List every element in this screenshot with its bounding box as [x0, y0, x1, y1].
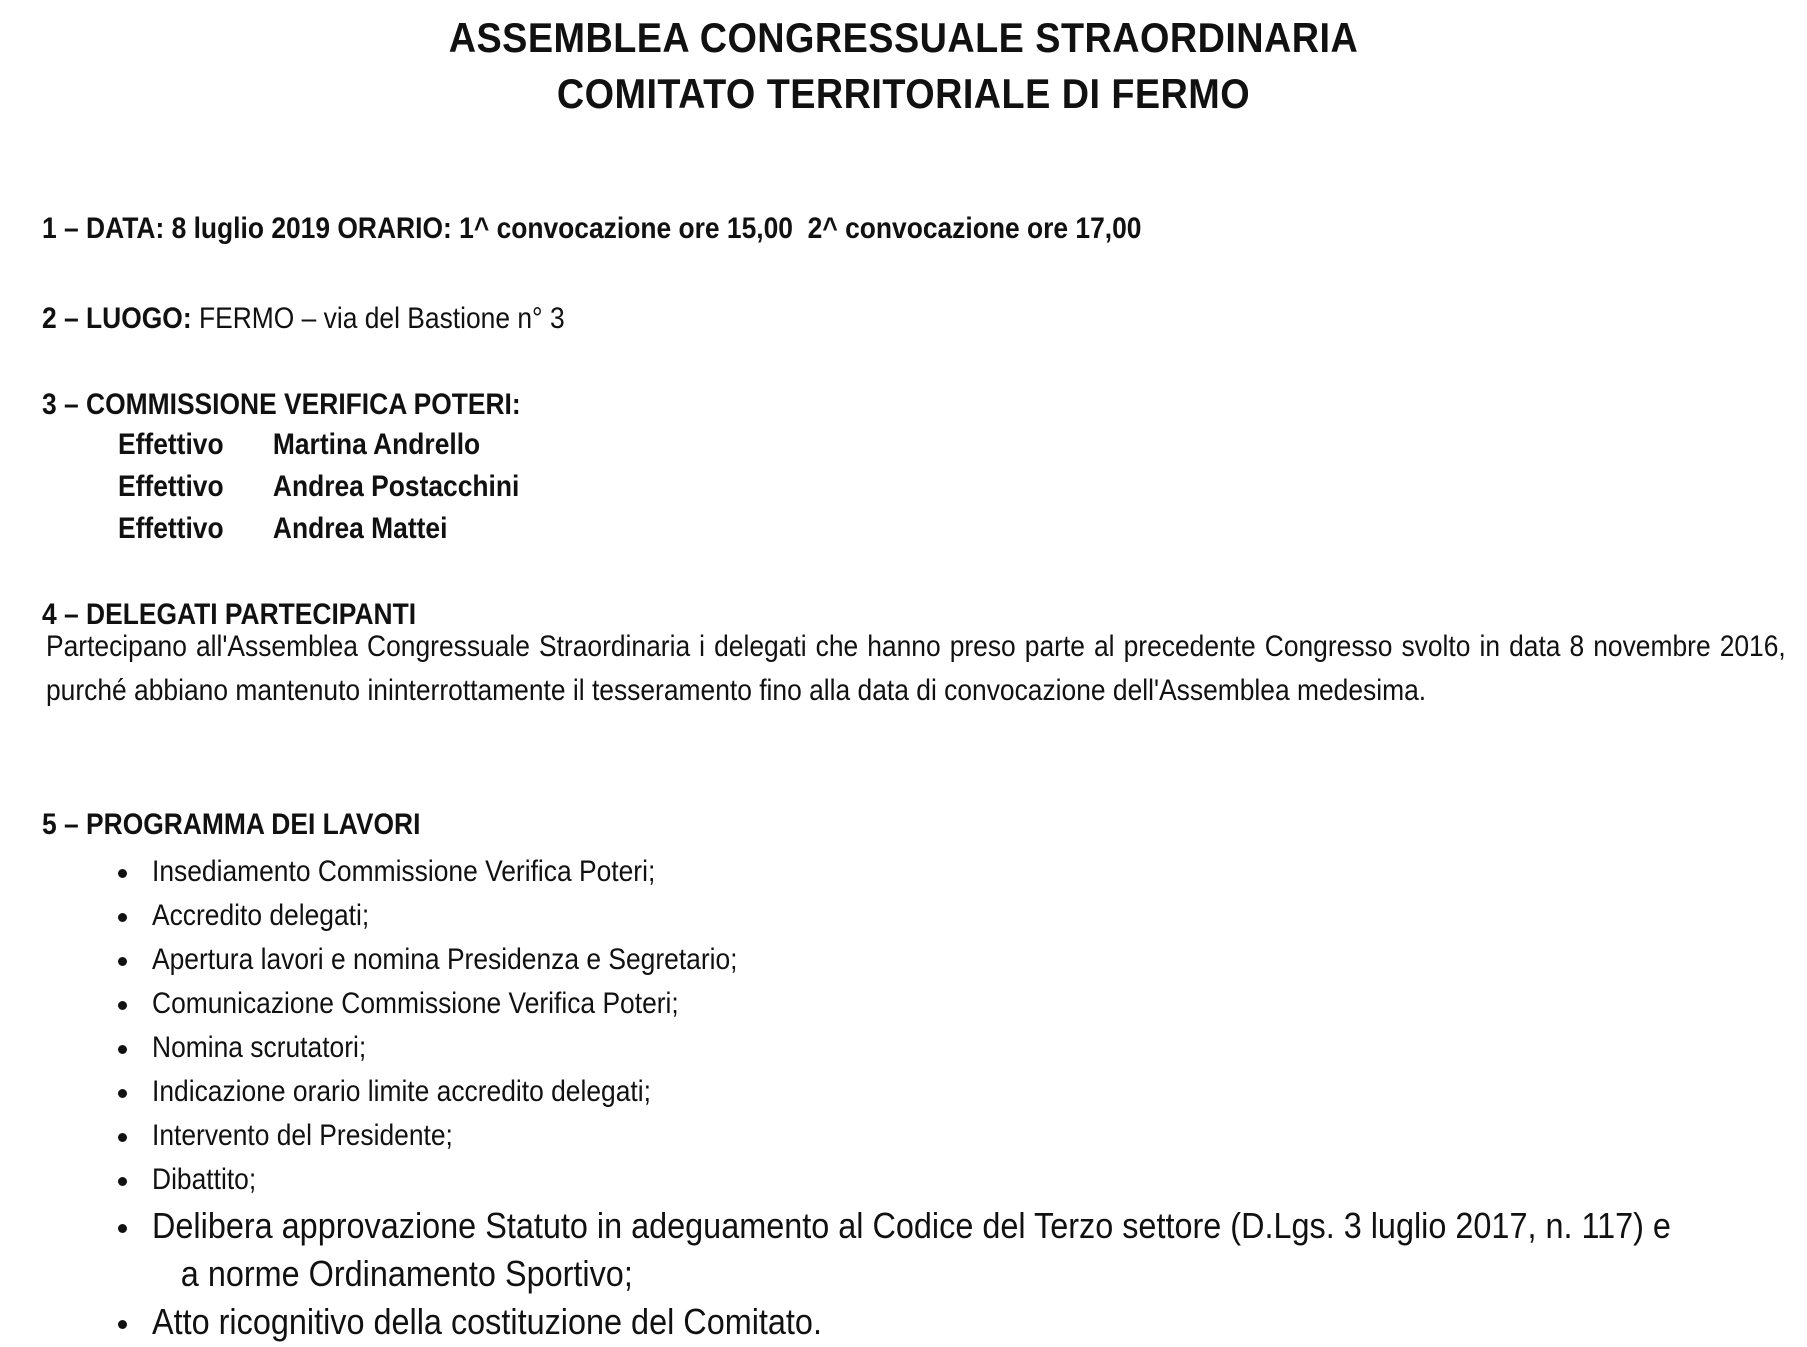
bullet-icon [118, 1177, 127, 1186]
section-place-label: 2 – LUOGO: [42, 302, 192, 335]
bullet-icon [118, 957, 127, 966]
member-name: Martina Andrello [272, 428, 481, 461]
list-item: Apertura lavori e nomina Presidenza e Segretario; [110, 938, 1790, 982]
delegates-paragraph-text: Partecipano all'Assemblea Congressuale Straordinaria i delegati che hanno preso parte al precedente Congresso svolto in data 8 novembre 2016, purché abbiano mantenuto ininterrottamente il tesseramento fino alla data di convocazione dell'Assemblea medesima. [46, 630, 1786, 707]
bullet-icon [118, 1089, 127, 1098]
bullet-icon [118, 1133, 127, 1142]
meeting-date: 8 luglio 2019 [171, 212, 331, 245]
statute-item-line1: Delibera approvazione Statuto in adeguamento al Codice del Terzo settore (D.Lgs. 3 luglio 2017, n. 117) e [152, 1205, 1671, 1246]
section-date [42, 212, 1141, 246]
second-convocation: 2^ convocazione ore 17,00 [807, 212, 1142, 245]
member-role: Effettivo [118, 428, 224, 461]
statute-item-line2: a norme Ordinamento Sportivo; [180, 1253, 633, 1294]
section-place [42, 302, 565, 336]
bullet-icon [118, 1001, 127, 1010]
commission-member [118, 512, 447, 546]
program-list [110, 850, 1790, 1346]
list-item: Accredito delegati; [110, 894, 1790, 938]
commission-member [118, 470, 519, 504]
list-item [110, 1202, 1790, 1298]
commission-member [118, 428, 480, 462]
bullet-icon [118, 1224, 127, 1233]
orario-label: ORARIO: [337, 212, 452, 245]
list-item: Nomina scrutatori; [110, 1026, 1790, 1070]
section-date-label: 1 – DATA: [42, 212, 165, 245]
member-role: Effettivo [118, 512, 224, 545]
delegates-paragraph [46, 625, 1786, 713]
bullet-icon [118, 1320, 127, 1329]
list-item: Atto ricognitivo della costituzione del Comitato. [110, 1298, 1790, 1346]
list-item: Indicazione orario limite accredito delegati; [110, 1070, 1790, 1114]
bullet-icon [118, 1045, 127, 1054]
member-name: Andrea Postacchini [272, 470, 520, 503]
meeting-place: FERMO – via del Bastione n° 3 [198, 302, 565, 335]
list-item: Comunicazione Commissione Verifica Poteri; [110, 982, 1790, 1026]
member-role: Effettivo [118, 470, 224, 503]
section-program-heading: 5 – PROGRAMMA DEI LAVORI [42, 808, 421, 841]
document-title-line1: ASSEMBLEA CONGRESSUALE STRAORDINARIA [448, 14, 1359, 61]
list-item: Intervento del Presidente; [110, 1114, 1790, 1158]
bullet-icon [118, 869, 127, 878]
first-convocation: 1^ convocazione ore 15,00 [459, 212, 793, 245]
list-item: Dibattito; [110, 1158, 1790, 1202]
list-item: Insediamento Commissione Verifica Poteri; [110, 850, 1790, 894]
document-title-line2: COMITATO TERRITORIALE DI FERMO [556, 70, 1251, 117]
section-delegates-heading: 4 – DELEGATI PARTECIPANTI [42, 598, 417, 631]
member-name: Andrea Mattei [272, 512, 448, 545]
bullet-icon [118, 913, 127, 922]
section-commission-heading: 3 – COMMISSIONE VERIFICA POTERI: [42, 388, 521, 421]
